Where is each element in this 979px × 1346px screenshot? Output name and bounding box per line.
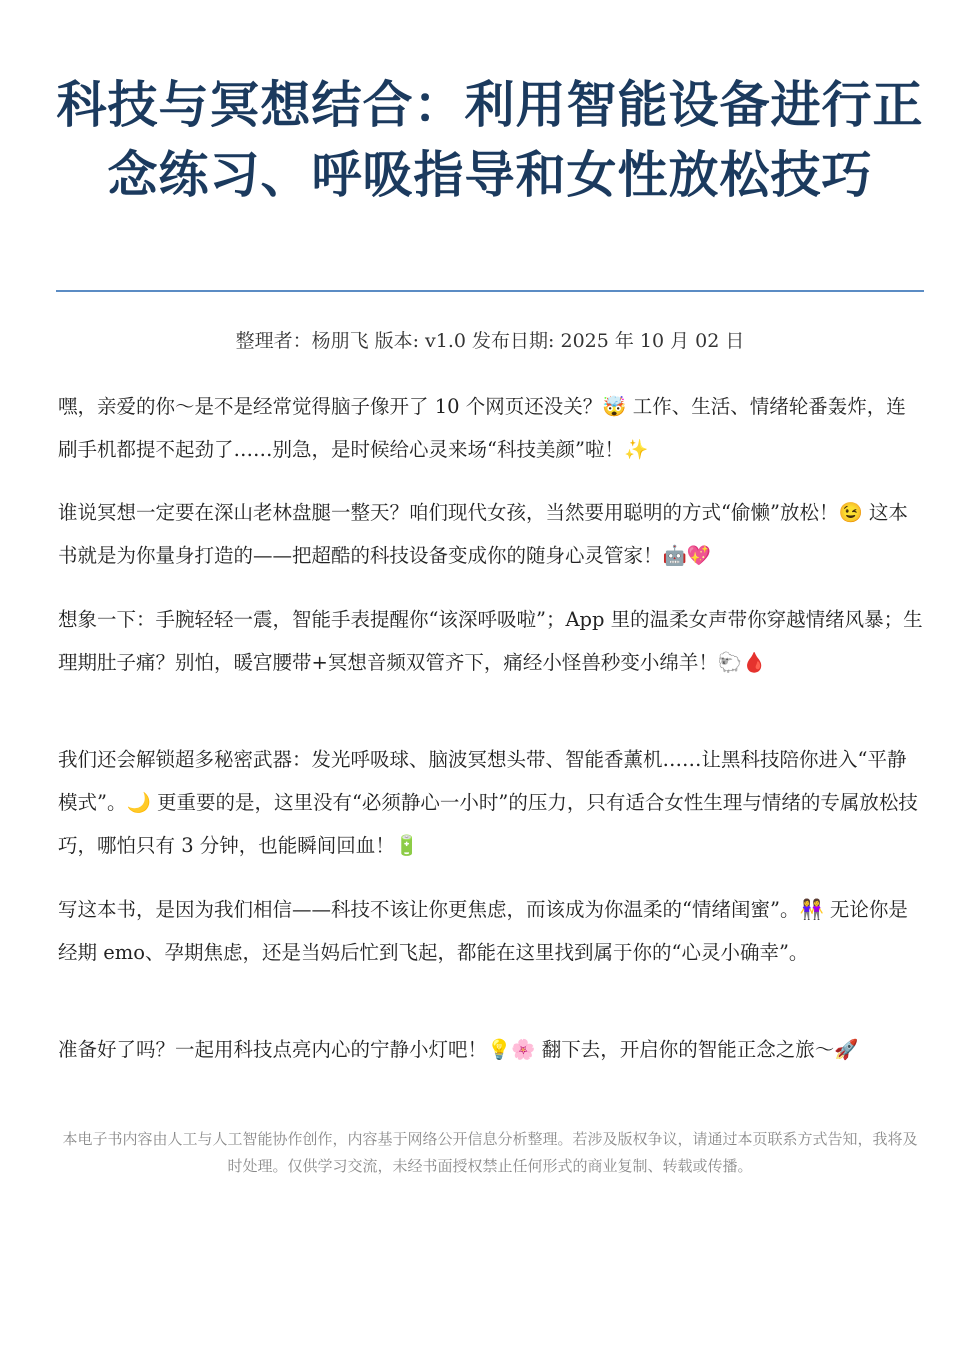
intro-paragraph-4: 我们还会解锁超多秘密武器：发光呼吸球、脑波冥想头带、智能香薰机……让黑科技陪你进入“平静模式”。🌙 更重要的是，这里没有“必须静心一小时”的压力，只有适合女性生理与情绪的专属放松技巧，哪怕只有 3 分钟，也能瞬间回血！🔋 — [58, 748, 918, 857]
copyright-notice: 本电子书内容由人工与人工智能协作创作，内容基于网络公开信息分析整理。若涉及版权争议，请通过本页联系方式告知，我将及时处理。仅供学习交流，未经书面授权禁止任何形式的商业复制、转载或传播。 — [62, 1130, 918, 1175]
document-meta-line: 整理者：杨朋飞 版本: v1.0 发布日期: 2025 年 10 月 02 日 — [235, 330, 745, 352]
intro-paragraph-5: 写这本书，是因为我们相信——科技不该让你更焦虑，而该成为你温柔的“情绪闺蜜”。👭 无论你是经期 emo、孕期焦虑，还是当妈后忙到飞起，都能在这里找到属于你的“心灵小确幸”。 — [58, 898, 908, 964]
title-divider — [56, 290, 924, 292]
intro-paragraph-2: 谁说冥想一定要在深山老林盘腿一整天？咱们现代女孩，当然要用聪明的方式“偷懒”放松！😉 这本书就是为你量身打造的——把超酷的科技设备变成你的随身心灵管家！🤖💖 — [58, 501, 908, 567]
intro-paragraph-6: 准备好了吗？一起用科技点亮内心的宁静小灯吧！💡🌸 翻下去，开启你的智能正念之旅～🚀 — [58, 1038, 859, 1061]
intro-paragraph-1: 嘿，亲爱的你～是不是经常觉得脑子像开了 10 个网页还没关？🤯 工作、生活、情绪轮番轰炸，连刷手机都提不起劲了……别急，是时候给心灵来场“科技美颜”啦！✨ — [58, 395, 906, 461]
intro-paragraph-3: 想象一下：手腕轻轻一震，智能手表提醒你“该深呼吸啦”；App 里的温柔女声带你穿越情绪风暴；生理期肚子痛？别怕，暖宫腰带+冥想音频双管齐下，痛经小怪兽秒变小绵羊！🐑🩸 — [58, 608, 923, 674]
document-title: 科技与冥想结合：利用智能设备进行正念练习、呼吸指导和女性放松技巧 — [56, 76, 924, 204]
